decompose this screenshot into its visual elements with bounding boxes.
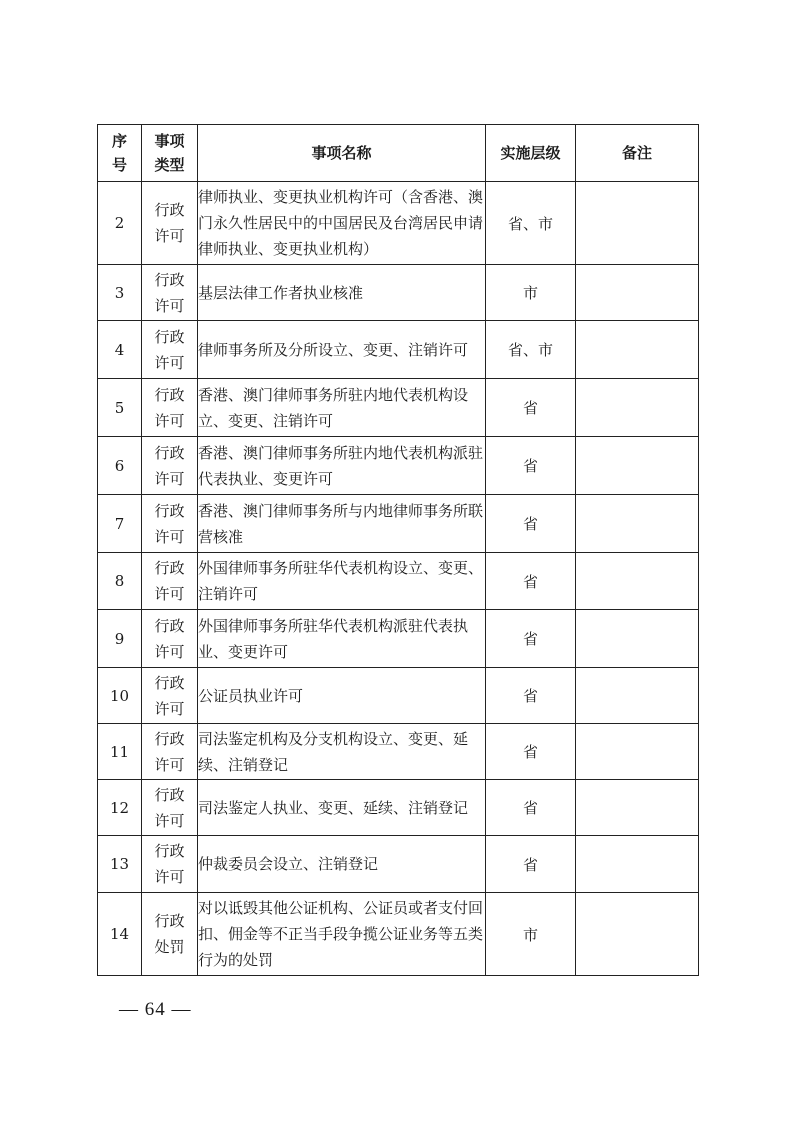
row-remark: [576, 668, 699, 724]
row-level: 省: [486, 610, 576, 668]
header-row: [98, 125, 699, 182]
table-row: [98, 495, 699, 553]
row-type: [142, 553, 198, 610]
row-type-line2: 许可: [154, 353, 185, 372]
header-type: [142, 125, 198, 182]
row-remark: [576, 893, 699, 976]
row-type: [142, 182, 198, 265]
header-name: 事项名称: [198, 125, 486, 182]
table-row: [98, 724, 699, 780]
row-type-line2: 许可: [154, 811, 185, 830]
row-type: [142, 437, 198, 495]
row-type: [142, 495, 198, 553]
row-level: 省: [486, 668, 576, 724]
row-seq: 7: [98, 495, 142, 553]
row-seq: 14: [98, 893, 142, 976]
row-level: 省: [486, 379, 576, 437]
row-type-line1: 行政: [154, 912, 185, 930]
row-type-line2: 许可: [154, 296, 185, 315]
table-row: [98, 553, 699, 610]
row-name: 仲裁委员会设立、注销登记: [198, 836, 486, 893]
table-row: [98, 668, 699, 724]
row-type-line2: 许可: [154, 755, 185, 774]
row-name: 外国律师事务所驻华代表机构派驻代表执业、变更许可: [198, 610, 486, 668]
row-type: [142, 379, 198, 437]
row-name: 司法鉴定人执业、变更、延续、注销登记: [198, 780, 486, 836]
row-seq: 13: [98, 836, 142, 893]
row-type-line1: 行政: [154, 842, 185, 860]
table-row: [98, 321, 699, 379]
table-row: [98, 780, 699, 836]
row-type-line1: 行政: [154, 270, 185, 289]
row-seq: 3: [98, 265, 142, 321]
row-type-line1: 行政: [154, 201, 185, 219]
row-name: 香港、澳门律师事务所与内地律师事务所联营核准: [198, 495, 486, 553]
row-type-line1: 行政: [154, 443, 185, 462]
row-type-line1: 行政: [154, 729, 185, 748]
row-level: 省: [486, 836, 576, 893]
row-name: 律师事务所及分所设立、变更、注销许可: [198, 321, 486, 379]
table-row: [98, 437, 699, 495]
row-seq: 4: [98, 321, 142, 379]
row-type-line2: 许可: [154, 642, 185, 661]
row-type: [142, 265, 198, 321]
row-type: [142, 893, 198, 976]
row-remark: [576, 321, 699, 379]
items-table: [97, 124, 699, 976]
row-seq: 9: [98, 610, 142, 668]
row-remark: [576, 182, 699, 265]
row-level: 省: [486, 437, 576, 495]
row-level: 省: [486, 495, 576, 553]
page-number: — 64 —: [119, 999, 192, 1020]
row-level: 省: [486, 724, 576, 780]
row-type-line2: 许可: [154, 227, 185, 245]
row-remark: [576, 379, 699, 437]
row-name: 律师执业、变更执业机构许可（含香港、澳门永久性居民中的中国居民及台湾居民申请律师执业、变更执业机构）: [198, 182, 486, 265]
table-row: [98, 610, 699, 668]
table-row: [98, 265, 699, 321]
row-name: 司法鉴定机构及分支机构设立、变更、延续、注销登记: [198, 724, 486, 780]
row-type-line1: 行政: [154, 785, 185, 804]
row-name: 对以诋毁其他公证机构、公证员或者支付回扣、佣金等不正当手段争揽公证业务等五类行为的处罚: [198, 893, 486, 976]
header-seq: [98, 125, 142, 182]
row-seq: 12: [98, 780, 142, 836]
row-remark: [576, 780, 699, 836]
row-remark: [576, 437, 699, 495]
row-type-line1: 行政: [154, 327, 185, 346]
row-type-line2: 许可: [154, 469, 185, 488]
row-type-line2: 许可: [154, 411, 185, 430]
row-seq: 2: [98, 182, 142, 265]
row-type: [142, 668, 198, 724]
row-level: 市: [486, 893, 576, 976]
row-seq: 6: [98, 437, 142, 495]
header-type-line1: 事项: [154, 132, 185, 150]
row-remark: [576, 553, 699, 610]
row-seq: 8: [98, 553, 142, 610]
row-name: 外国律师事务所驻华代表机构设立、变更、注销许可: [198, 553, 486, 610]
row-name: 公证员执业许可: [198, 668, 486, 724]
row-name: 香港、澳门律师事务所驻内地代表机构派驻代表执业、变更许可: [198, 437, 486, 495]
table-row: [98, 182, 699, 265]
row-name: 香港、澳门律师事务所驻内地代表机构设立、变更、注销许可: [198, 379, 486, 437]
row-level: 省: [486, 553, 576, 610]
row-name: 基层法律工作者执业核准: [198, 265, 486, 321]
row-remark: [576, 265, 699, 321]
row-type: [142, 724, 198, 780]
row-level: 省、市: [486, 321, 576, 379]
row-level: 市: [486, 265, 576, 321]
row-seq: 5: [98, 379, 142, 437]
row-seq: 10: [98, 668, 142, 724]
header-type-line2: 类型: [154, 156, 185, 174]
row-level: 省、市: [486, 182, 576, 265]
row-type-line1: 行政: [154, 616, 185, 635]
row-type-line2: 许可: [154, 868, 185, 886]
row-remark: [576, 724, 699, 780]
row-type-line2: 许可: [154, 585, 185, 603]
row-type-line1: 行政: [154, 385, 185, 404]
table-row: [98, 893, 699, 976]
row-type: [142, 780, 198, 836]
row-type: [142, 321, 198, 379]
row-type: [142, 610, 198, 668]
table-row: [98, 836, 699, 893]
header-seq-line2: 号: [111, 156, 127, 174]
row-type-line2: 处罚: [154, 938, 185, 956]
row-type-line1: 行政: [154, 673, 185, 692]
table-row: [98, 379, 699, 437]
row-type: [142, 836, 198, 893]
row-remark: [576, 495, 699, 553]
row-seq: 11: [98, 724, 142, 780]
row-type-line1: 行政: [154, 559, 185, 577]
row-level: 省: [486, 780, 576, 836]
row-type-line1: 行政: [154, 501, 185, 520]
row-type-line2: 许可: [154, 527, 185, 546]
header-seq-line1: 序: [111, 132, 127, 150]
header-remark: 备注: [576, 125, 699, 182]
row-remark: [576, 836, 699, 893]
row-type-line2: 许可: [154, 699, 185, 718]
row-remark: [576, 610, 699, 668]
header-level: 实施层级: [486, 125, 576, 182]
